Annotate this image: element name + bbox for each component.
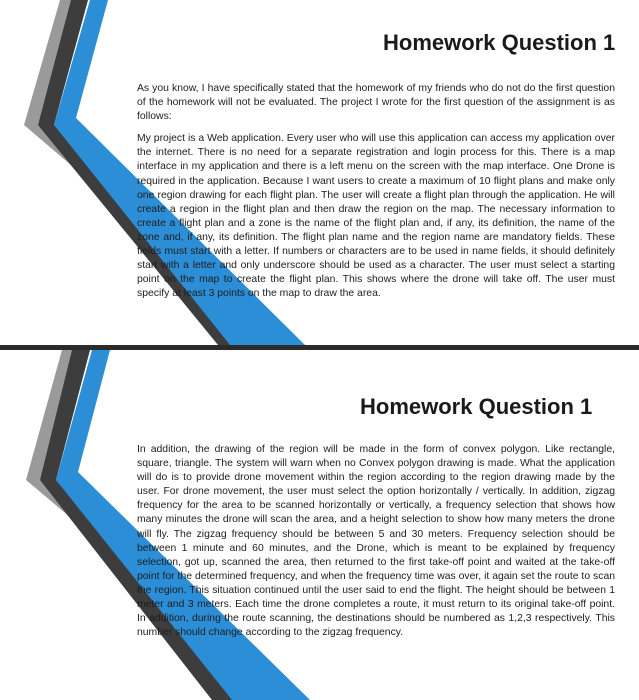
slide-title: Homework Question 1: [360, 394, 593, 419]
slide-title: Homework Question 1: [383, 30, 616, 55]
slide-2: [0, 350, 639, 700]
slide-1: [0, 0, 639, 345]
paragraph: In addition, the drawing of the region will be made in the form of convex polygon. Like rectangle, square, triangle. The system will warn when no Convex polygon drawing is made. What the application will do is to provide drone movement within the region according to the region drawing made by the user. For drone movement, the user must select the option horizontally / vertically. In addition, zigzag frequency for the area to be scanned horizontally or vertically, a frequency selection that shows how many minutes the drone will scan the area, and a height selection to show how many meters the drone will fly. The zigzag frequency should be between 5 and 30 meters. Frequency selection should be between 1 minute and 60 minutes, and the Drone, which is meant to be explained by frequency selection, got up, scanned the area, then returned to the first take-off point and waited at the take-off point for the determined frequency, and when the frequency time was over, it again set the route to scan the region. This situation continued until the user said to end the flight. The height should be between 1 meter and 3 meters. Each time the drone completes a route, it must return to its original take-off point. In addition, during the route scanning, the destinations should be numbered as 1,2,3 respectively. This number should change according to the zigzag frequency.: [137, 444, 615, 639]
paragraph: As you know, I have specifically stated that the homework of my friends who do not do the first question of the homework will not be evaluated. The project I wrote for the first question of the assignment is as follows:: [137, 83, 615, 123]
paragraph: My project is a Web application. Every user who will use this application can access my application over the internet. There is no need for a separate registration and login process for this. There is a map interface in my application and there is a left menu on the screen with the map interface. One Drone is required in the application. Because I want users to create a maximum of 10 flight plans and make only one region drawing for each flight plan. The user will create a flight plan through the application. He will create a region in the flight plan and then draw the region on the map. The necessary information to create a flight plan and a zone is the name of the flight plan and, if any, its definition, the name of the zone and, if any, its definition. The flight plan name and the region name are mandatory fields. These fields must start with a letter. If numbers or characters are to be used in name fields, it should definitely start with a letter and only underscore should be used as a character. The user must select a starting point on the map to create the flight plan. This shows where the drone will take off. The user must specify at least 3 points on the map to draw the area.: [137, 133, 615, 300]
slide-body: [137, 82, 615, 309]
slide-body: [137, 443, 615, 648]
